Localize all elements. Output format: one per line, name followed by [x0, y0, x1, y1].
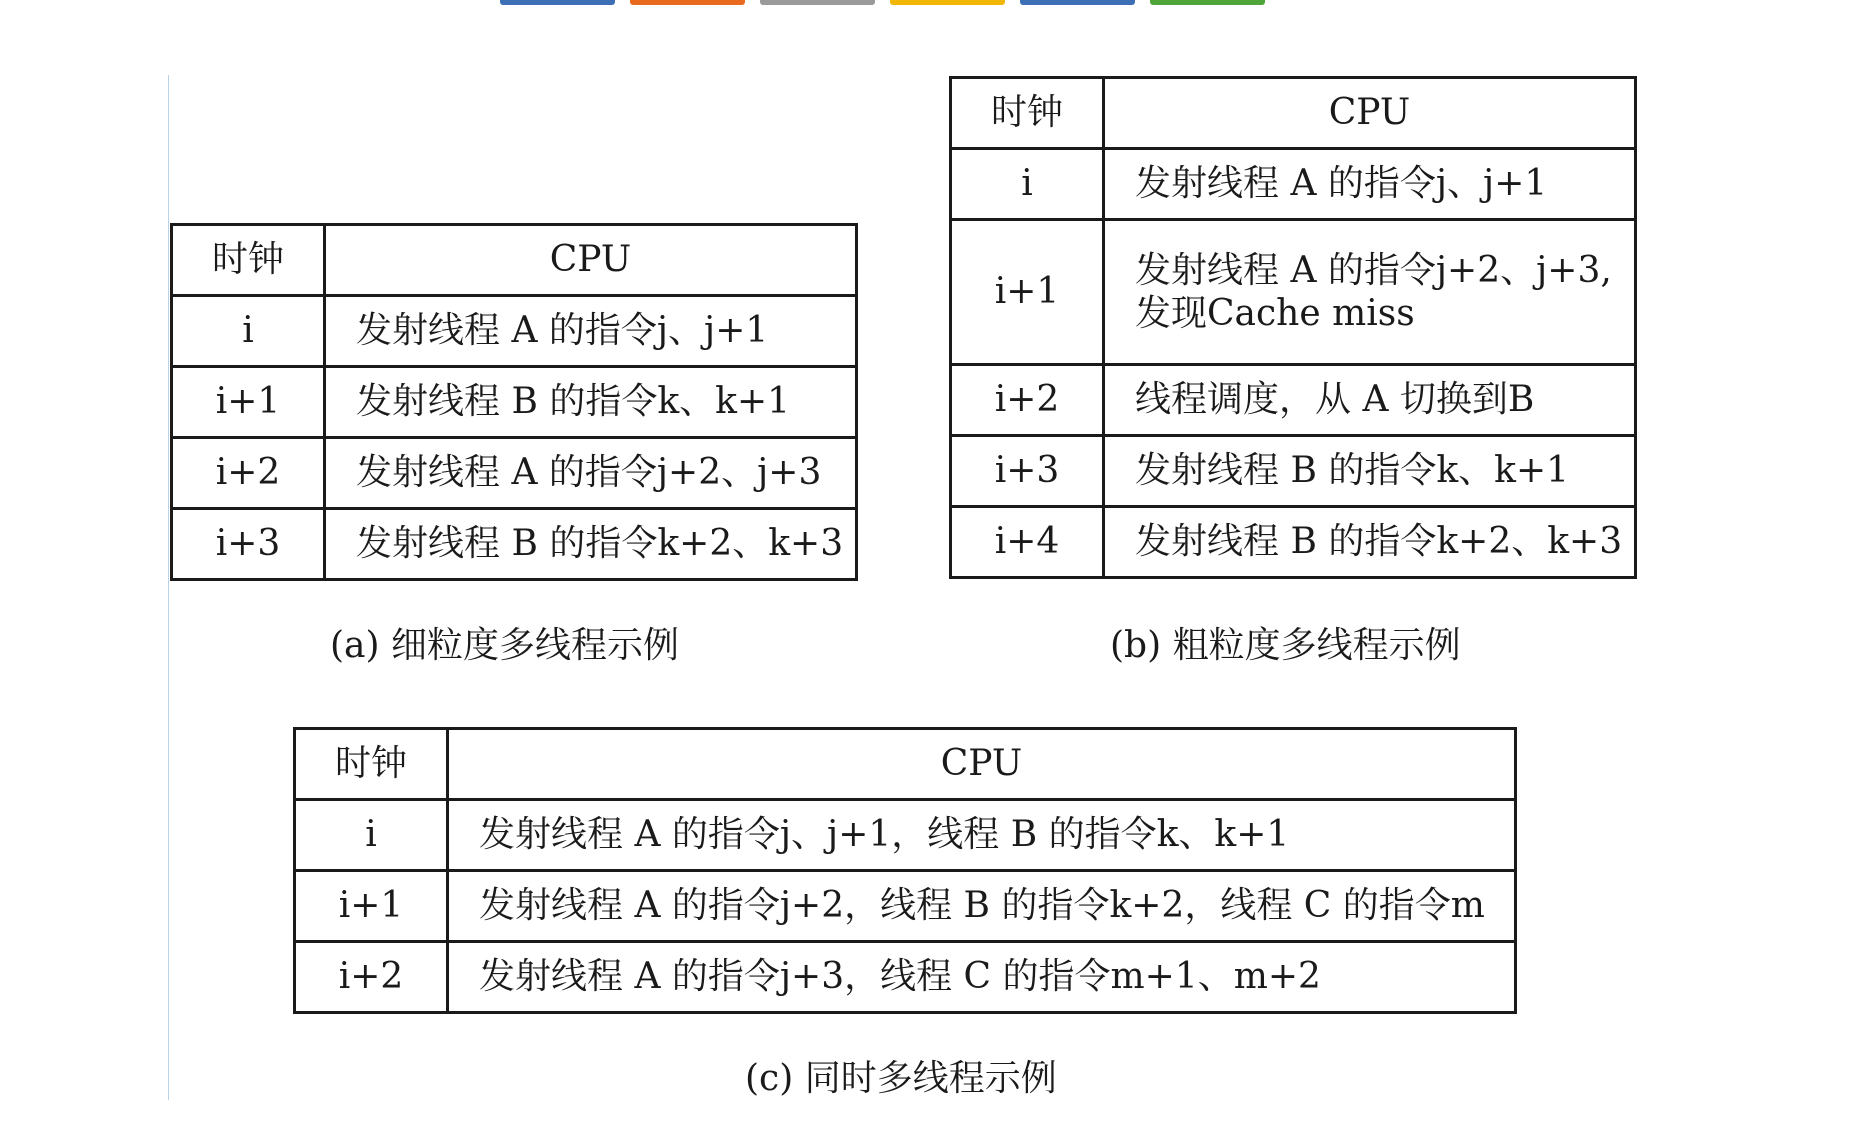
- cpu-cell: 发射线程 A 的指令j+2，线程 B 的指令k+2，线程 C 的指令m: [448, 871, 1516, 942]
- cpu-cell: 发射线程 A 的指令j、j+1，线程 B 的指令k、k+1: [448, 800, 1516, 871]
- cpu-cell: 发射线程 B 的指令k、k+1: [325, 367, 857, 438]
- table-row: [951, 149, 1636, 220]
- clock-cell: i+4: [951, 507, 1104, 578]
- cpu-cell: 发射线程 A 的指令j+2、j+3: [325, 438, 857, 509]
- strip-segment-2: [630, 0, 745, 5]
- clock-cell: i+3: [951, 436, 1104, 507]
- cpu-cell: 发射线程 A 的指令j、j+1: [1104, 149, 1636, 220]
- table-row: [295, 871, 1516, 942]
- clock-cell: i: [172, 296, 325, 367]
- clock-cell: i+1: [295, 871, 448, 942]
- strip-segment-5: [1020, 0, 1135, 5]
- clock-cell: i+2: [295, 942, 448, 1013]
- strip-segment-6: [1150, 0, 1265, 5]
- cpu-cell: 发射线程 A 的指令j、j+1: [325, 296, 857, 367]
- clock-cell: i+1: [951, 220, 1104, 365]
- strip-segment-3: [760, 0, 875, 5]
- strip-segment-1: [500, 0, 615, 5]
- strip-segment-4: [890, 0, 1005, 5]
- cpu-cell: [1104, 220, 1636, 365]
- table-row: [951, 365, 1636, 436]
- header-clock: 时钟: [295, 729, 448, 800]
- clock-cell: i: [951, 149, 1104, 220]
- table-row: [172, 367, 857, 438]
- caption-fine-grained: (a) 细粒度多线程示例: [330, 625, 679, 666]
- caption-simultaneous: (c) 同时多线程示例: [745, 1058, 1057, 1099]
- table-row: [172, 509, 857, 580]
- table-row: [295, 800, 1516, 871]
- cpu-cell-line-2: 发现Cache miss: [1135, 293, 1415, 334]
- table-header-row: [951, 78, 1636, 149]
- top-color-strip: [500, 0, 1265, 6]
- table-header-row: [172, 225, 857, 296]
- header-cpu: CPU: [1104, 78, 1636, 149]
- cpu-cell: 发射线程 B 的指令k+2、k+3: [325, 509, 857, 580]
- clock-cell: i+1: [172, 367, 325, 438]
- caption-coarse-grained: (b) 粗粒度多线程示例: [1110, 625, 1461, 666]
- clock-cell: i+2: [951, 365, 1104, 436]
- cpu-cell: 发射线程 B 的指令k+2、k+3: [1104, 507, 1636, 578]
- clock-cell: i: [295, 800, 448, 871]
- table-header-row: [295, 729, 1516, 800]
- table-row: [951, 507, 1636, 578]
- cpu-cell: 发射线程 A 的指令j+3，线程 C 的指令m+1、m+2: [448, 942, 1516, 1013]
- table-row: [951, 220, 1636, 365]
- header-clock: 时钟: [951, 78, 1104, 149]
- table-row: [172, 296, 857, 367]
- cpu-cell-line-1: 发射线程 A 的指令j+2、j+3,: [1135, 249, 1612, 291]
- clock-cell: i+3: [172, 509, 325, 580]
- cpu-cell: 发射线程 B 的指令k、k+1: [1104, 436, 1636, 507]
- table-row: [951, 436, 1636, 507]
- table-row: [172, 438, 857, 509]
- table-row: [295, 942, 1516, 1013]
- clock-cell: i+2: [172, 438, 325, 509]
- coarse-grained-table: [949, 76, 1637, 579]
- header-cpu: CPU: [325, 225, 857, 296]
- header-clock: 时钟: [172, 225, 325, 296]
- cpu-cell: 线程调度，从 A 切换到B: [1104, 365, 1636, 436]
- header-cpu: CPU: [448, 729, 1516, 800]
- simultaneous-table: [293, 727, 1517, 1014]
- left-divider: [168, 75, 169, 1100]
- fine-grained-table: [170, 223, 858, 581]
